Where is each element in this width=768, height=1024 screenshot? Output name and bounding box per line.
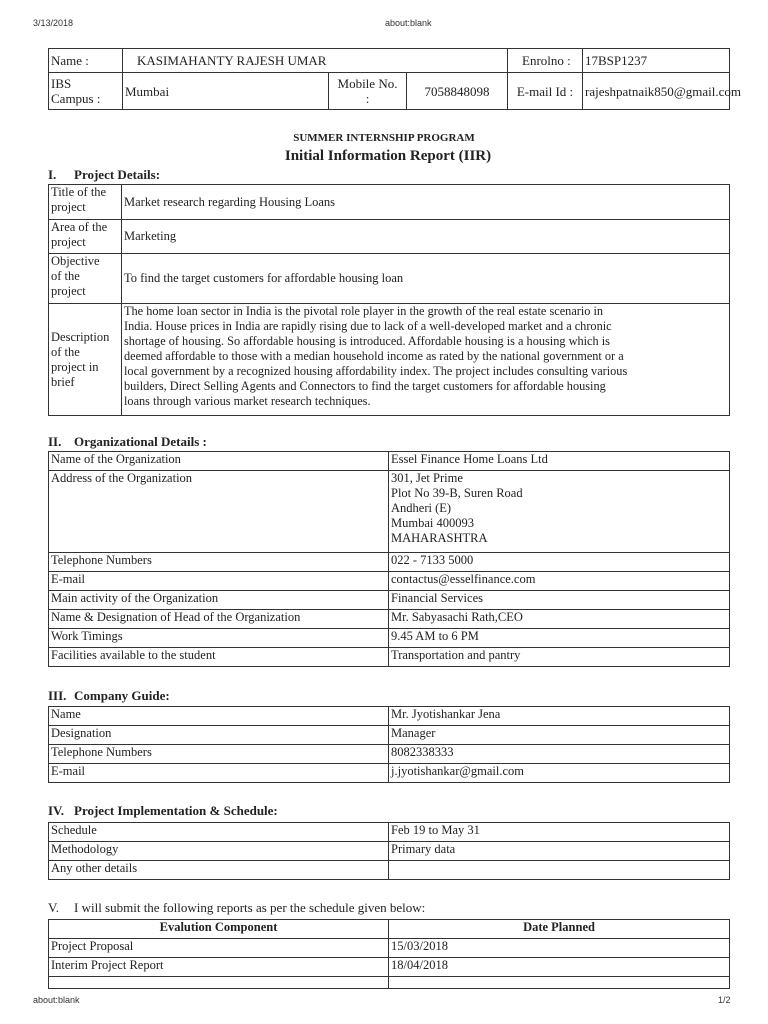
print-title: about:blank xyxy=(385,18,432,28)
table-row-label: Work Timings xyxy=(49,629,389,648)
section-project-heading: I. Project Details: xyxy=(48,167,161,182)
table-row-value: Mr. Jyotishankar Jena xyxy=(389,707,730,726)
table-row-value: Transportation and pantry xyxy=(389,648,730,667)
section-organization-heading: II. Organizational Details : xyxy=(48,434,207,449)
objective-value: To find the target customers for affordable housing loan xyxy=(122,254,730,304)
table-row-label: Name & Designation of Head of the Organization xyxy=(49,610,389,629)
section-guide-heading: III. Company Guide: xyxy=(48,688,170,703)
description-value: The home loan sector in India is the pivotal role player in the growth of the real estate scenario in India. House prices in India are rapidly rising due to lack of a well-developed market and a chronic shortage of housing. So affordable housing is introduced. Affordable housing is a housing which is deemed affordable to those with a median household income as rated by the national government or a local government by a recognized housing affordability index. The project includes consulting various builders, Direct Selling Agents and Connectors to find the target customers for affordable housing loans through various market research techniques. xyxy=(122,304,730,416)
project-details-table xyxy=(48,184,730,416)
objective-label: Objective of the project xyxy=(49,254,122,304)
org-address-label: Address of the Organization xyxy=(49,471,389,553)
name-label: Name : xyxy=(49,49,123,73)
email-label: E-mail Id : xyxy=(508,73,583,110)
col-header-date: Date Planned xyxy=(389,920,730,939)
table-row-value: Primary data xyxy=(389,842,730,861)
table-row-label: Project Proposal xyxy=(49,939,389,958)
table-row-value: Mr. Sabyasachi Rath,CEO xyxy=(389,610,730,629)
student-identity-table xyxy=(48,48,742,110)
schedule-table xyxy=(48,822,730,880)
col-header-component: Evalution Component xyxy=(49,920,389,939)
table-row-value: contactus@esselfinance.com xyxy=(389,572,730,591)
campus-label: IBS Campus : xyxy=(49,73,123,110)
table-row-value: j.jyotishankar@gmail.com xyxy=(389,764,730,783)
mobile-label: Mobile No. : xyxy=(329,73,407,110)
table-row-value: 15/03/2018 xyxy=(389,939,730,958)
organization-table xyxy=(48,451,730,667)
table-row-label: Schedule xyxy=(49,823,389,842)
area-label: Area of the project xyxy=(49,220,122,254)
table-row-label: Name xyxy=(49,707,389,726)
table-row-label: Telephone Numbers xyxy=(49,553,389,572)
table-row-label: Designation xyxy=(49,726,389,745)
table-row-label: Any other details xyxy=(49,861,389,880)
table-row-value: 9.45 AM to 6 PM xyxy=(389,629,730,648)
report-title: Initial Information Report (IIR) xyxy=(284,148,492,164)
table-row-value: Manager xyxy=(389,726,730,745)
table-row-label: Facilities available to the student xyxy=(49,648,389,667)
title-label: Title of the project xyxy=(49,185,122,220)
company-guide-table xyxy=(48,706,730,783)
table-row-empty xyxy=(389,977,730,989)
table-row-value: 18/04/2018 xyxy=(389,958,730,977)
table-row-label: Methodology xyxy=(49,842,389,861)
description-label: Description of the project in brief xyxy=(49,304,122,416)
title-value: Market research regarding Housing Loans xyxy=(122,185,730,220)
mobile-value: 7058848098 xyxy=(407,73,508,110)
section-schedule-heading: IV. Project Implementation & Schedule: xyxy=(48,803,278,818)
table-row-value: Feb 19 to May 31 xyxy=(389,823,730,842)
enrol-value: 17BSP1237 xyxy=(583,49,730,73)
table-row-label: Interim Project Report xyxy=(49,958,389,977)
org-name-label: Name of the Organization xyxy=(49,452,389,471)
table-row-value: Financial Services xyxy=(389,591,730,610)
campus-value: Mumbai xyxy=(123,73,329,110)
org-address-value: 301, Jet Prime Plot No 39-B, Suren Road Andheri (E) Mumbai 400093 MAHARASHTRA xyxy=(389,471,730,553)
page-number: 1/2 xyxy=(718,995,731,1005)
print-date: 3/13/2018 xyxy=(33,18,74,28)
table-row-value: 8082338333 xyxy=(389,745,730,764)
table-row-label: Main activity of the Organization xyxy=(49,591,389,610)
enrol-label: Enrolno : xyxy=(508,49,583,73)
reports-table xyxy=(48,919,730,989)
table-row-label: E-mail xyxy=(49,764,389,783)
email-value: rajeshpatnaik850@gmail.com xyxy=(583,73,730,110)
table-row-empty xyxy=(49,977,389,989)
name-value: KASIMAHANTY RAJESH UMAR xyxy=(123,49,508,73)
table-row-value: 022 - 7133 5000 xyxy=(389,553,730,572)
org-name-value: Essel Finance Home Loans Ltd xyxy=(389,452,730,471)
section-reports-heading: V. I will submit the following reports as per the schedule given below: xyxy=(48,900,426,915)
footer-url: about:blank xyxy=(33,995,80,1005)
table-row-label: E-mail xyxy=(49,572,389,591)
area-value: Marketing xyxy=(122,220,730,254)
program-title: SUMMER INTERNSHIP PROGRAM xyxy=(293,132,475,144)
table-row-label: Telephone Numbers xyxy=(49,745,389,764)
table-row-value xyxy=(389,861,730,880)
